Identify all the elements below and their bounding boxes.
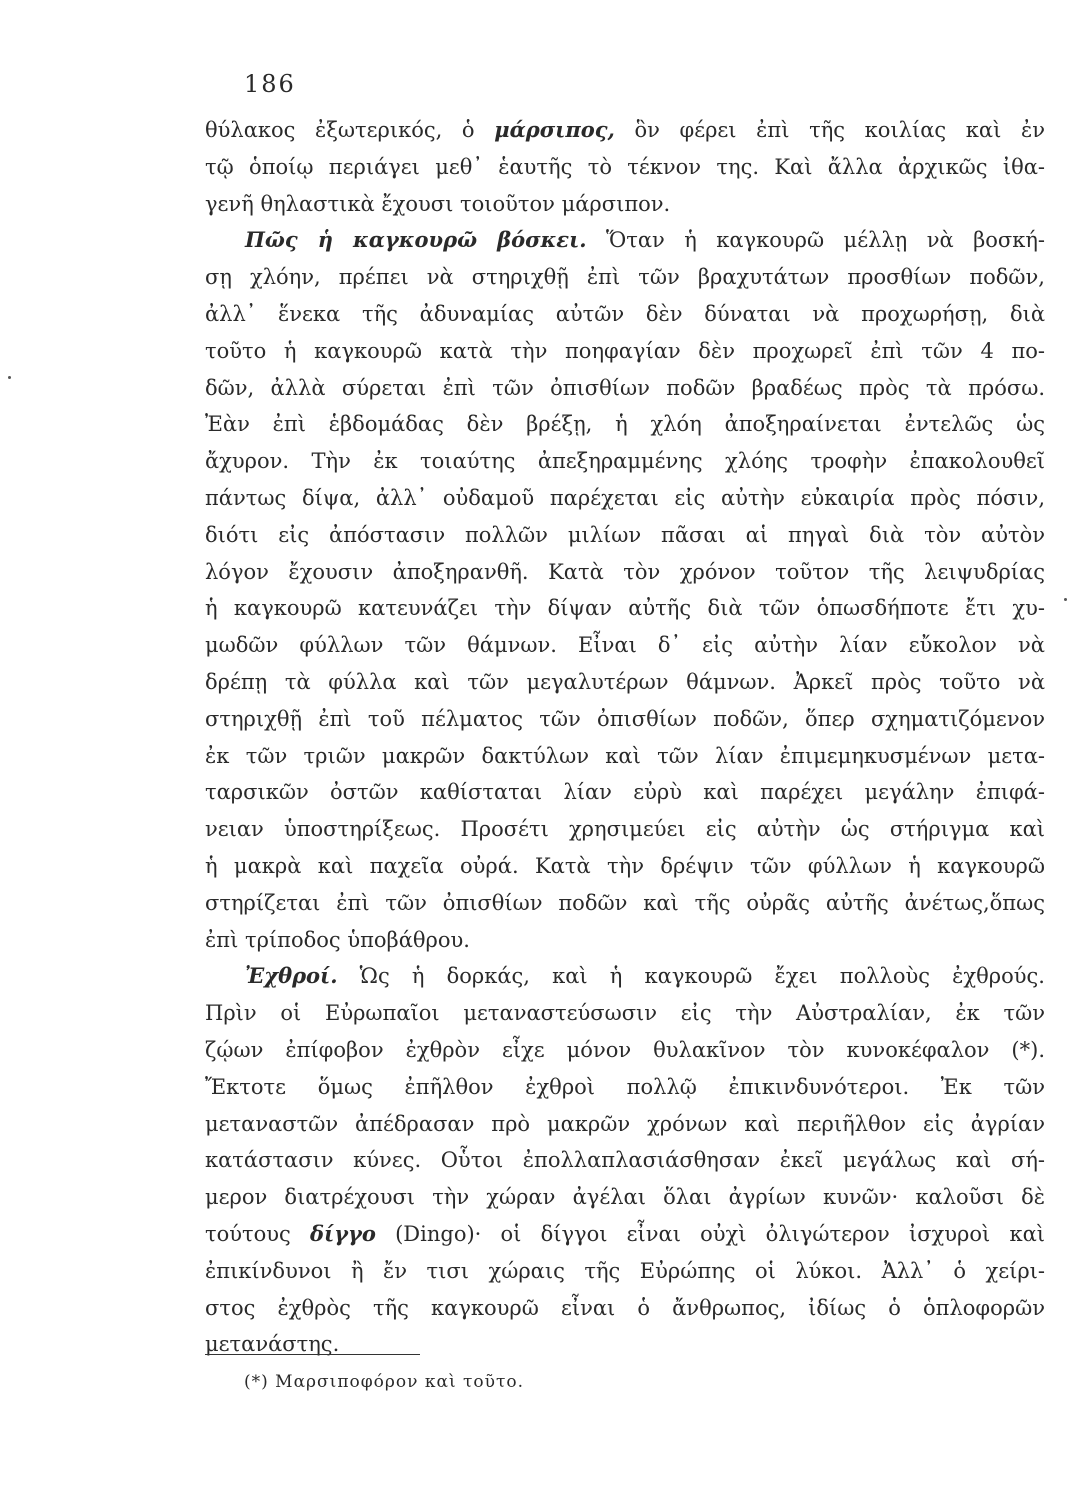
text-segment: τῷ ὁποίῳ περιάγει μεθ᾽ ἑαυτῆς τὸ τέκνον της. Καὶ ἄλλα ἀρχικῶς ἰθα- <box>205 154 1045 179</box>
text-segment: δρέπῃ τὰ φύλλα καὶ τῶν μεγαλυτέρων θάμνων. Ἀρκεῖ πρὸς τοῦτο νὰ <box>205 669 1045 694</box>
text-segment: ζῴων ἐπίφοβον ἐχθρὸν εἶχε μόνον θυλακῖνον τὸν κυνοκέφαλον (*). <box>205 1037 1045 1062</box>
text-segment: τούτους <box>205 1221 311 1246</box>
text-segment: ταρσικῶν ὀστῶν καθίσταται λίαν εὐρὺ καὶ παρέχει μεγάλην ἐπιφά- <box>205 780 1045 805</box>
emphasized-term: Ἐχθροί. <box>245 963 338 989</box>
text-segment: μωδῶν φύλλων τῶν θάμνων. Εἶναι δ᾽ εἰς αὐτὴν λίαν εὔκολον νὰ <box>205 633 1045 658</box>
text-segment: διότι εἰς ἀπόστασιν πολλῶν μιλίων πᾶσαι αἱ πηγαὶ διὰ τὸν αὐτὸν <box>205 522 1045 547</box>
text-line <box>205 701 1045 738</box>
text-segment: νειαν ὑποστηρίξεως. Προσέτι χρησιμεύει εἰς αὐτὴν ὡς στήριγμα καὶ <box>205 817 1045 842</box>
text-segment: ὃν φέρει ἐπὶ τῆς κοιλίας καὶ ἐν <box>614 118 1045 142</box>
text-segment: πάντως δίψα, ἀλλ᾽ οὐδαμοῦ παρέχεται εἰς αὐτὴν εὐκαιρία πρὸς πόσιν, <box>205 485 1045 510</box>
text-segment: μεταναστῶν ἀπέδρασαν πρὸ μακρῶν χρόνων καὶ περιῆλθον εἰς ἀγρίαν <box>205 1111 1045 1136</box>
text-segment: σῃ χλόην, πρέπει νὰ στηριχθῇ ἐπὶ τῶν βραχυτάτων προσθίων ποδῶν, <box>205 265 1045 290</box>
text-segment: ἐκ τῶν τριῶν μακρῶν δακτύλων καὶ τῶν λίαν ἐπιμεμηκυσμένων μετα- <box>205 743 1045 768</box>
text-segment: δῶν, ἀλλὰ σύρεται ἐπὶ τῶν ὀπισθίων ποδῶν βραδέως πρὸς τὰ πρόσω. <box>205 375 1045 400</box>
text-segment: ἡ μακρὰ καὶ παχεῖα οὐρά. Κατὰ τὴν δρέψιν τῶν φύλλων ἡ καγκουρῶ <box>205 853 1045 878</box>
text-segment: λόγον ἔχουσιν ἀποξηρανθῆ. Κατὰ τὸν χρόνον τοῦτον τῆς λειψυδρίας <box>205 559 1045 584</box>
text-segment: στηρίζεται ἐπὶ τῶν ὀπισθίων ποδῶν καὶ τῆς οὐρᾶς αὐτῆς ἀνέτως,ὅπως <box>205 890 1045 915</box>
text-line <box>205 590 1045 627</box>
text-line <box>205 885 1045 922</box>
text-segment: Πρὶν οἱ Εὐρωπαῖοι μεταναστεύσωσιν εἰς τὴν Αὐστραλίαν, ἐκ τῶν <box>205 1001 1045 1026</box>
text-segment: μετανάστης. <box>205 1332 340 1357</box>
text-line <box>205 664 1045 701</box>
text-line <box>205 627 1045 664</box>
text-line <box>205 738 1045 775</box>
text-line <box>205 1069 1045 1106</box>
text-segment: τοῦτο ἡ καγκουρῶ κατὰ τὴν ποηφαγίαν δὲν προχωρεῖ ἐπὶ τῶν 4 πο- <box>205 338 1045 363</box>
text-line <box>205 443 1045 480</box>
text-line <box>205 370 1045 407</box>
scan-speck <box>8 376 11 379</box>
text-segment: ἡ καγκουρῶ κατευνάζει τὴν δίψαν αὐτῆς διὰ τῶν ὁπωσδήποτε ἔτι χυ- <box>205 596 1045 621</box>
scan-speck <box>1064 598 1067 601</box>
text-segment: Ὡς ἡ δορκάς, καὶ ἡ καγκουρῶ ἔχει πολλοὺς ἐχθρούς. <box>337 964 1045 989</box>
text-line <box>205 149 1045 186</box>
text-line <box>205 811 1045 848</box>
text-line <box>205 1179 1045 1216</box>
text-line <box>205 296 1045 333</box>
emphasized-term: μάρσιπος, <box>494 117 615 142</box>
text-line <box>205 1253 1045 1290</box>
text-line <box>205 1216 1045 1253</box>
text-segment: Ἐὰν ἐπὶ ἑβδομάδας δὲν βρέξῃ, ἡ χλόη ἀποξηραίνεται ἐντελῶς ὡς <box>205 412 1045 437</box>
page-number: 186 <box>244 70 296 98</box>
body-text <box>205 112 1045 1363</box>
text-line <box>205 406 1045 443</box>
text-segment: ἀλλ᾽ ἕνεκα τῆς ἀδυναμίας αὐτῶν δὲν δύναται νὰ προχωρήσῃ, διὰ <box>205 301 1045 326</box>
footnote: (*) Μαρσιποφόρον καὶ τοῦτο. <box>244 1372 525 1392</box>
text-segment: στηριχθῇ ἐπὶ τοῦ πέλματος τῶν ὀπισθίων ποδῶν, ὅπερ σχηματιζόμενον <box>205 706 1045 731</box>
text-line <box>205 112 1045 149</box>
text-line <box>205 995 1045 1032</box>
footnote-rule <box>205 1354 420 1355</box>
text-line <box>205 1290 1045 1327</box>
text-line <box>205 774 1045 811</box>
text-line <box>205 222 1045 259</box>
text-line <box>205 1142 1045 1179</box>
text-segment: Ἔκτοτε ὅμως ἐπῆλθον ἐχθροὶ πολλῷ ἐπικινδυνότεροι. Ἐκ τῶν <box>205 1074 1045 1099</box>
text-segment: γενῆ θηλαστικὰ ἔχουσι τοιοῦτον μάρσιπον. <box>205 191 671 216</box>
emphasized-term: δίγγο <box>310 1220 376 1246</box>
text-line <box>205 1326 1045 1363</box>
text-line <box>205 1106 1045 1143</box>
text-segment: (Dingo)· οἱ δίγγοι εἶναι οὐχὶ ὀλιγώτερον ἰσχυροὶ καὶ <box>375 1221 1045 1246</box>
text-segment: ἄχυρον. Τὴν ἐκ τοιαύτης ἀπεξηραμμένης χλόης τροφὴν ἐπακολουθεῖ <box>205 449 1045 474</box>
text-line <box>205 922 1045 959</box>
emphasized-term: Πῶς ἡ καγκουρῶ βόσκει. <box>245 227 587 253</box>
text-segment: θύλακος ἐξωτερικός, ὁ <box>205 118 495 142</box>
text-segment: ἐπικίνδυνοι ἢ ἔν τισι χώραις τῆς Εὐρώπης οἱ λύκοι. Ἀλλ᾽ ὁ χείρι- <box>205 1258 1045 1283</box>
text-segment: μερον διατρέχουσι τὴν χώραν ἀγέλαι ὅλαι ἀγρίων κυνῶν· καλοῦσι δὲ <box>205 1185 1045 1210</box>
text-line <box>205 1032 1045 1069</box>
text-line <box>205 554 1045 591</box>
text-segment: ἐπὶ τρίποδος ὑποβάθρου. <box>205 927 470 952</box>
text-line <box>205 259 1045 296</box>
text-line <box>205 958 1045 995</box>
text-line <box>205 186 1045 223</box>
text-line <box>205 480 1045 517</box>
text-segment: κατάστασιν κύνες. Οὗτοι ἐπολλαπλασιάσθησαν ἐκεῖ μεγάλως καὶ σή- <box>205 1148 1045 1173</box>
text-line <box>205 517 1045 554</box>
text-segment: Ὅταν ἡ καγκουρῶ μέλλῃ νὰ βοσκή- <box>586 228 1046 253</box>
text-line <box>205 848 1045 885</box>
text-line <box>205 333 1045 370</box>
text-segment: στος ἐχθρὸς τῆς καγκουρῶ εἶναι ὁ ἄνθρωπος, ἰδίως ὁ ὁπλοφορῶν <box>205 1295 1045 1320</box>
